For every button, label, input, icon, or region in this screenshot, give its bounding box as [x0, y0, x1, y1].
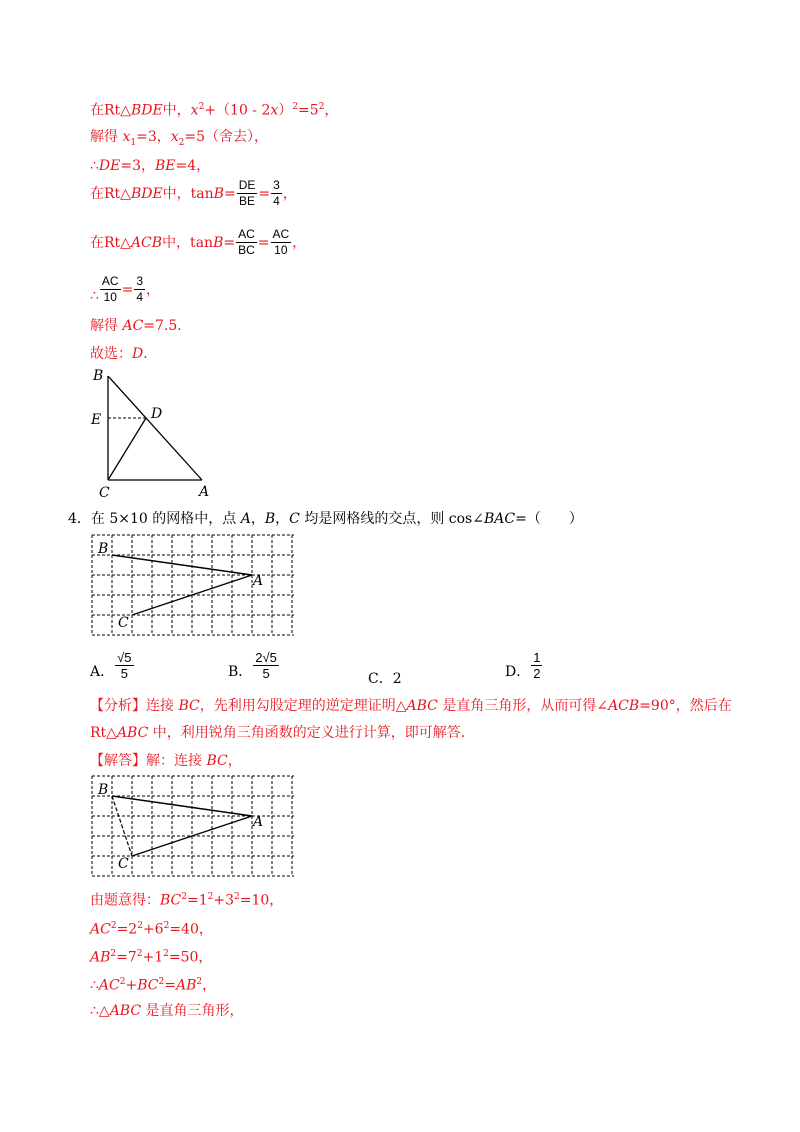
grid-figure-answer	[88, 773, 298, 881]
fraction-3-4-b: $\frac{3}{4}$	[136, 274, 144, 304]
solution-line-5: 在Rt△ ACB 中，tan B = $\frac{AC}{BC}$ = $\frac{AC}{10}$ ，	[90, 227, 307, 257]
label-b: B	[93, 368, 104, 384]
solution-line-4: 在Rt△ BDE 中，tan B = $\frac{DE}{BE}$ = $\frac{3}{4}$ ，	[90, 178, 297, 208]
answer-line-5: $\therefore AC^2+BC^2=AB^2$，	[90, 977, 217, 994]
grid2-label-c: C	[118, 856, 129, 872]
answer-line-4: $AB^2=7^2+1^2=50$，	[90, 949, 213, 966]
solution-line-3: ∴DE=3，BE=4，	[90, 158, 211, 174]
answer-line-2: 由题意得：$BC^2=1^2+3^2=10$，	[90, 892, 284, 909]
grid2-label-a: A	[253, 814, 264, 830]
solution-line-7: 解得 AC=7.5．	[90, 318, 192, 334]
solution-line-8: 故选：D．	[90, 346, 158, 362]
grid2-label-b: B	[98, 782, 109, 798]
choice-b[interactable]: B． $\frac{2√5}{5}$	[228, 650, 277, 681]
label-e: E	[91, 412, 102, 428]
label-d: D	[151, 406, 163, 422]
fraction-de-be: $\frac{DE}{BE}$	[238, 178, 256, 208]
triangle-figure	[85, 362, 225, 502]
fraction-ac-bc: $\frac{AC}{BC}$	[238, 227, 255, 257]
choice-d[interactable]: D． $\frac{1}{2}$	[505, 650, 541, 681]
grid-label-b: B	[98, 541, 109, 557]
choice-a[interactable]: A． $\frac{√5}{5}$	[90, 650, 132, 681]
analysis-line-1: 【分析】连接 BC，先利用勾股定理的逆定理证明△ABC 是直角三角形，从而可得∠ACB=90°，然后在	[90, 698, 732, 714]
solution-line-6: ∴ $\frac{AC}{10}$ = $\frac{3}{4}$ ，	[90, 274, 161, 304]
label-c: C	[99, 485, 110, 501]
question-4: 4．在 5×10 的网格中，点 A，B，C 均是网格线的交点，则 cos∠BAC=（ ）	[68, 511, 583, 527]
solution-line-2: 解得 $x_1=3$，$x_2=5$（舍去），	[90, 129, 269, 148]
fraction-ac-10-b: $\frac{AC}{10}$	[101, 274, 119, 304]
answer-line-3: $AC^2=2^2+6^2=40$，	[90, 921, 213, 938]
answer-line-6: ∴△ABC 是直角三角形，	[90, 1003, 244, 1019]
grid-figure-question	[88, 532, 298, 640]
fraction-ac-10: $\frac{AC}{10}$	[272, 227, 290, 257]
choice-c[interactable]: C．2	[368, 671, 402, 687]
grid-label-a: A	[253, 573, 264, 589]
answer-line-1: 【解答】解：连接 BC，	[90, 753, 242, 769]
fraction-3-4: $\frac{3}{4}$	[273, 178, 280, 208]
solution-line-1: 在Rt△BDE中，$x^2+(10 - 2x)^2=5^2$，	[90, 102, 339, 119]
label-a: A	[199, 484, 210, 500]
analysis-line-2: Rt△ABC 中，利用锐角三角函数的定义进行计算，即可解答．	[90, 725, 475, 741]
grid-label-c: C	[118, 615, 129, 631]
